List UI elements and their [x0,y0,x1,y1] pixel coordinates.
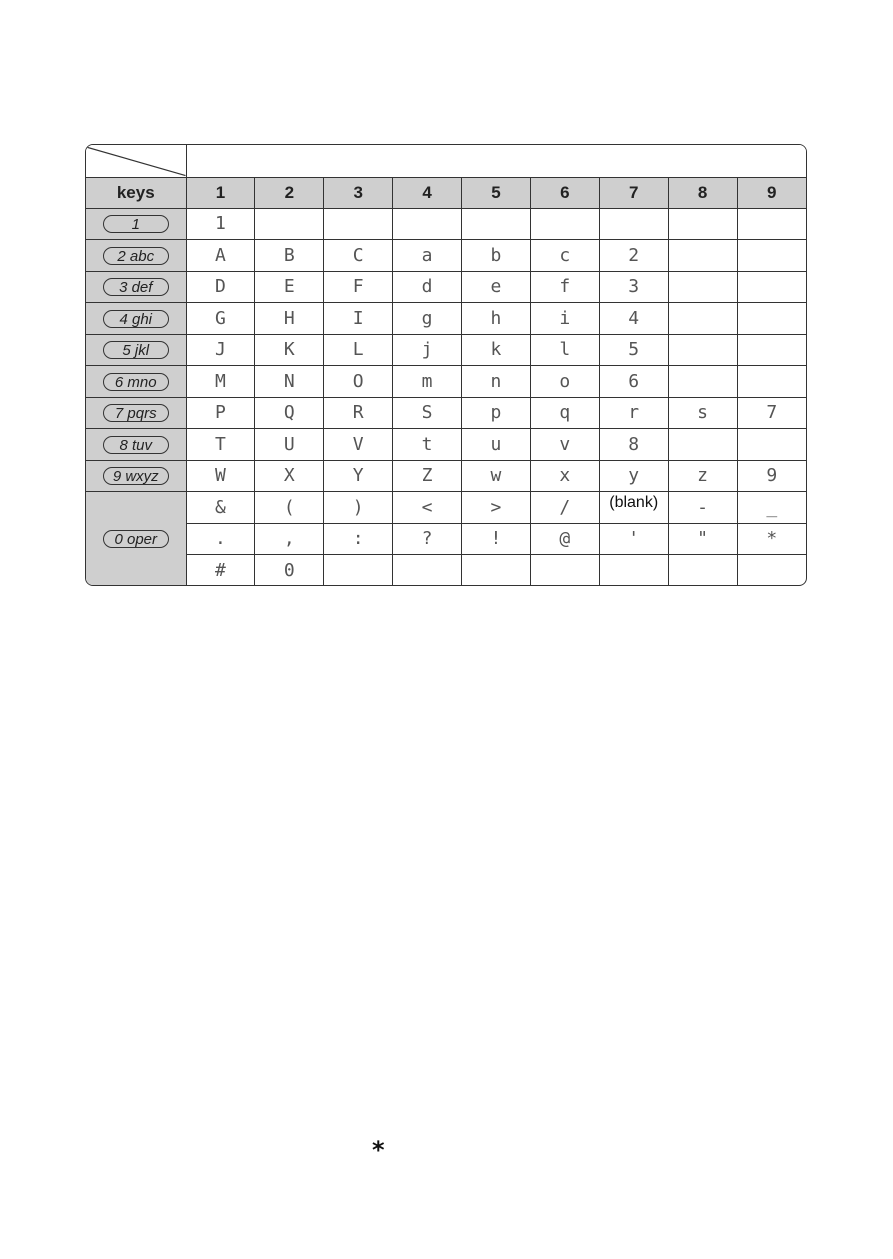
keys-header: keys [86,177,186,208]
phone-key-label: 0 oper [103,530,169,548]
character-cell: 8 [599,429,668,461]
character-cell: G [186,303,255,335]
key-cell [86,492,186,587]
character-cell [737,271,806,303]
column-header: 8 [668,177,737,208]
table-row [86,303,806,335]
character-cell: ! [462,523,531,555]
table-row [86,492,806,524]
character-cell: < [393,492,462,524]
character-cell: H [255,303,324,335]
key-cell [86,460,186,492]
character-cell [737,303,806,335]
key-cell [86,208,186,240]
column-header: 2 [255,177,324,208]
character-cell: M [186,366,255,398]
phone-key-label: 8 tuv [103,436,169,454]
character-cell: (blank) [599,492,668,524]
character-cell: c [530,240,599,272]
character-cell: t [393,429,462,461]
character-cell: X [255,460,324,492]
character-cell [668,208,737,240]
character-cell: L [324,334,393,366]
character-cell: P [186,397,255,429]
table-row [86,523,806,555]
character-cell [599,555,668,587]
character-cell: . [186,523,255,555]
character-cell: S [393,397,462,429]
column-header: 3 [324,177,393,208]
character-cell [462,555,531,587]
key-cell [86,366,186,398]
phone-key-label: 3 def [103,278,169,296]
character-cell: p [462,397,531,429]
character-map-table [85,144,807,586]
character-cell: ' [599,523,668,555]
phone-key-label: 6 mno [103,373,169,391]
column-header: 1 [186,177,255,208]
character-cell: K [255,334,324,366]
character-table [86,145,806,586]
character-cell: x [530,460,599,492]
character-cell: d [393,271,462,303]
character-cell: > [462,492,531,524]
character-cell: : [324,523,393,555]
character-cell [530,208,599,240]
character-cell: l [530,334,599,366]
character-cell: D [186,271,255,303]
phone-key-label: 2 abc [103,247,169,265]
character-cell: 0 [255,555,324,587]
character-cell: * [737,523,806,555]
key-cell [86,334,186,366]
character-cell: 5 [599,334,668,366]
character-cell: V [324,429,393,461]
phone-key-label: 9 wxyz [103,467,169,485]
phone-key-label: 4 ghi [103,310,169,328]
column-header: 7 [599,177,668,208]
table-top-row [86,145,806,177]
character-cell: # [186,555,255,587]
character-cell [393,555,462,587]
phone-key-label: 7 pqrs [103,404,169,422]
table-row [86,366,806,398]
character-cell: Z [393,460,462,492]
character-cell: 1 [186,208,255,240]
character-cell: T [186,429,255,461]
top-blank-header [186,145,806,177]
character-cell [255,208,324,240]
character-cell: f [530,271,599,303]
character-cell: E [255,271,324,303]
diagonal-line [86,145,186,177]
phone-key-label: 1 [103,215,169,233]
character-cell [668,334,737,366]
column-header: 9 [737,177,806,208]
table-row [86,334,806,366]
character-cell: _ [737,492,806,524]
key-cell [86,397,186,429]
character-cell [737,366,806,398]
character-cell: m [393,366,462,398]
character-cell [530,555,599,587]
character-cell: W [186,460,255,492]
asterisk-symbol: * [372,1136,385,1164]
character-cell: ? [393,523,462,555]
character-cell: y [599,460,668,492]
table-row [86,460,806,492]
character-cell: ( [255,492,324,524]
column-header: 6 [530,177,599,208]
character-cell: o [530,366,599,398]
phone-key-label: 5 jkl [103,341,169,359]
character-cell: O [324,366,393,398]
character-cell: A [186,240,255,272]
character-cell: n [462,366,531,398]
character-cell [737,334,806,366]
character-cell: 3 [599,271,668,303]
character-cell [737,555,806,587]
character-cell: j [393,334,462,366]
character-cell: g [393,303,462,335]
character-cell: C [324,240,393,272]
character-cell: 7 [737,397,806,429]
character-cell: u [462,429,531,461]
character-cell: z [668,460,737,492]
column-header: 5 [462,177,531,208]
character-cell: q [530,397,599,429]
character-cell: @ [530,523,599,555]
table-row [86,397,806,429]
table-row [86,271,806,303]
character-cell [668,240,737,272]
character-cell [668,429,737,461]
character-cell: i [530,303,599,335]
character-cell [668,555,737,587]
table-row [86,240,806,272]
key-cell [86,271,186,303]
table-row [86,555,806,587]
character-cell: Q [255,397,324,429]
character-cell [324,555,393,587]
character-cell: v [530,429,599,461]
character-cell: F [324,271,393,303]
character-cell [737,429,806,461]
character-cell: B [255,240,324,272]
table-row [86,429,806,461]
character-cell: 9 [737,460,806,492]
character-cell: / [530,492,599,524]
character-cell: s [668,397,737,429]
character-cell: R [324,397,393,429]
character-cell [668,366,737,398]
character-cell: N [255,366,324,398]
character-cell [462,208,531,240]
character-cell [324,208,393,240]
character-cell: " [668,523,737,555]
column-header-row [86,177,806,208]
character-cell: h [462,303,531,335]
key-cell [86,240,186,272]
character-cell: w [462,460,531,492]
character-cell: k [462,334,531,366]
character-cell: ) [324,492,393,524]
character-cell: Y [324,460,393,492]
character-cell: e [462,271,531,303]
character-cell: , [255,523,324,555]
character-cell [737,240,806,272]
character-cell [737,208,806,240]
character-cell: J [186,334,255,366]
character-cell [668,271,737,303]
character-cell: & [186,492,255,524]
character-cell: U [255,429,324,461]
character-cell: - [668,492,737,524]
character-cell [393,208,462,240]
character-cell [668,303,737,335]
character-cell: 4 [599,303,668,335]
column-header: 4 [393,177,462,208]
character-cell: 6 [599,366,668,398]
character-cell: r [599,397,668,429]
character-cell: I [324,303,393,335]
corner-cell [86,145,186,177]
character-cell [599,208,668,240]
character-cell: 2 [599,240,668,272]
key-cell [86,429,186,461]
table-row [86,208,806,240]
character-cell: a [393,240,462,272]
key-cell [86,303,186,335]
character-cell: b [462,240,531,272]
